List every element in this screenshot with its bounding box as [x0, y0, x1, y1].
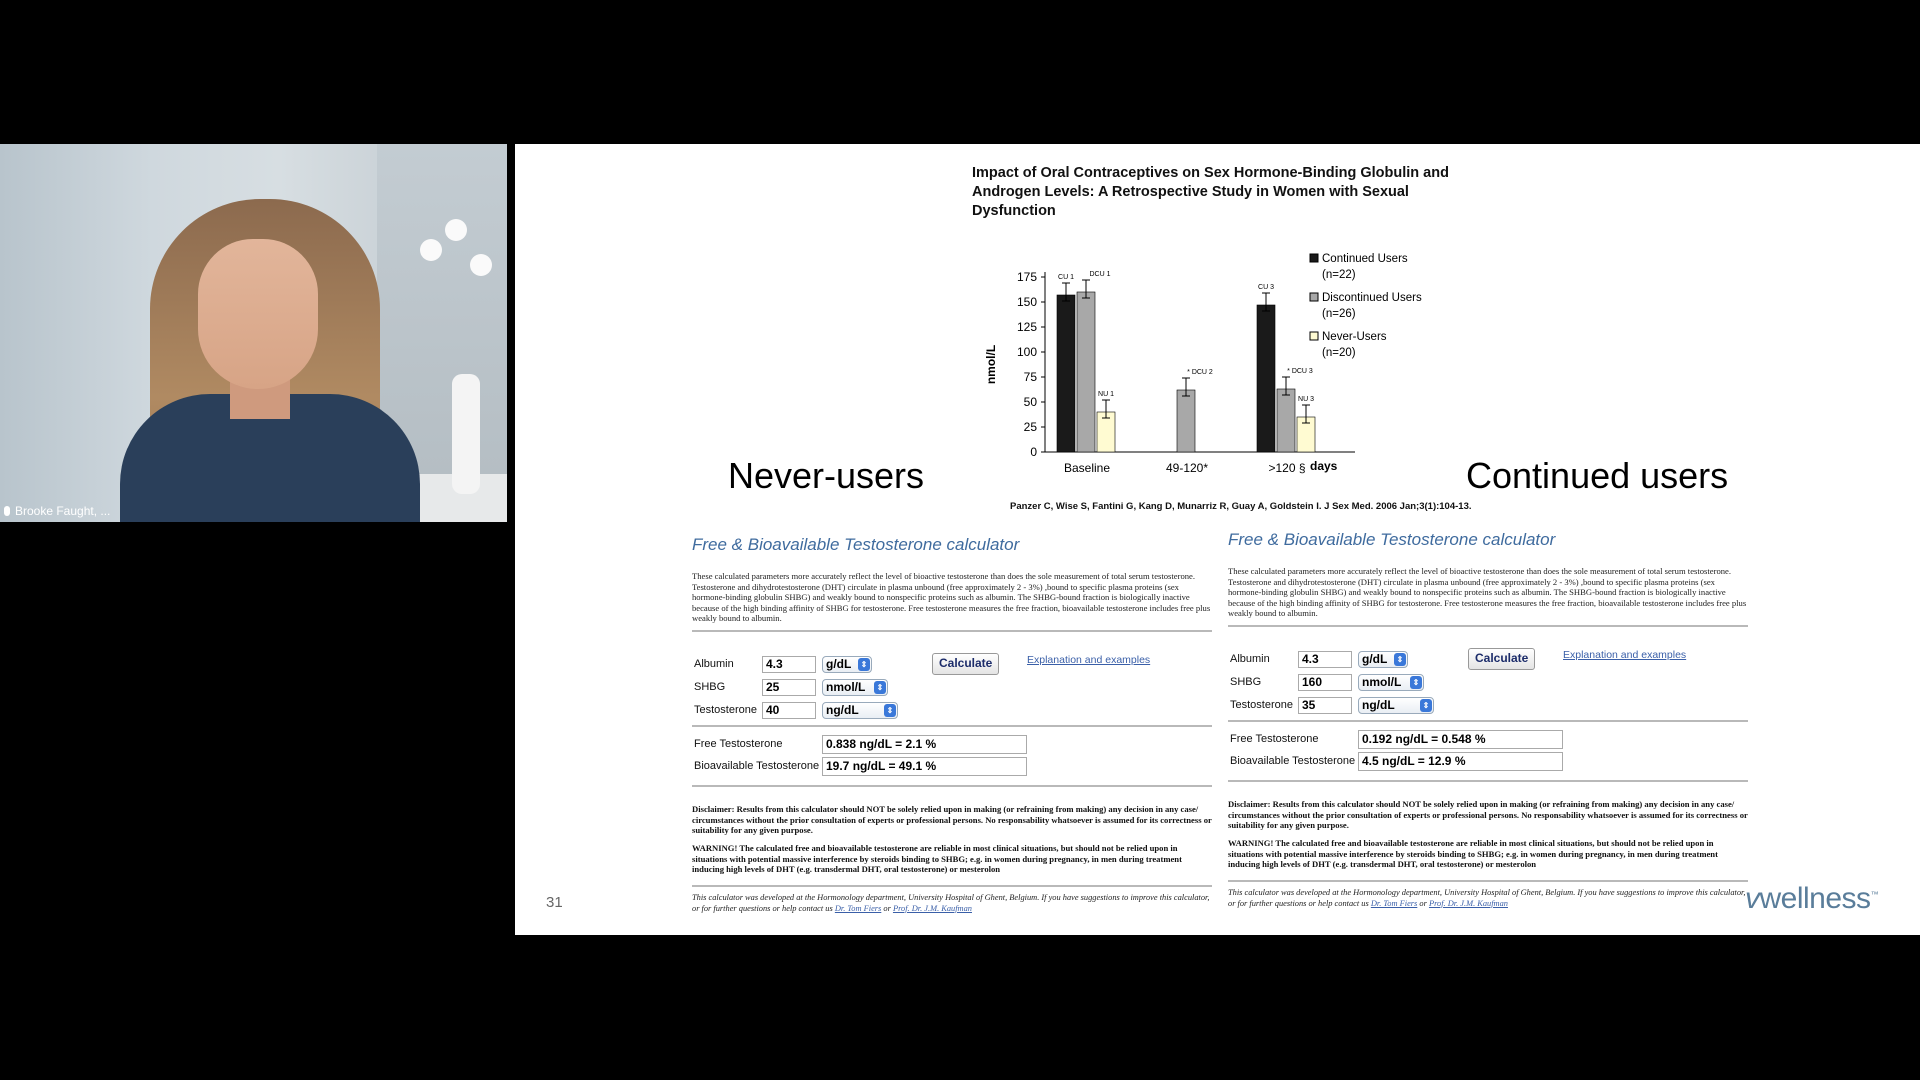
legend-sublabel: (n=26) [1322, 308, 1356, 320]
contact-link-fiers[interactable]: Dr. Tom Fiers [1370, 898, 1418, 908]
select-arrows-icon: ⇕ [858, 658, 870, 671]
x-axis-label: days [1310, 459, 1338, 473]
shared-slide [515, 144, 1920, 935]
never-users-label: Never-users [728, 455, 925, 496]
footer-or-text: or [883, 903, 891, 913]
bar [1057, 295, 1075, 452]
contact-link-fiers[interactable]: Dr. Tom Fiers [834, 903, 882, 913]
bioavailable-testosterone-label: Bioavailable Testosterone [694, 760, 820, 772]
divider [692, 725, 1212, 727]
y-tick-label: 100 [1016, 345, 1037, 359]
y-tick-label: 50 [1023, 395, 1037, 409]
albumin-unit-select[interactable] [1358, 651, 1408, 668]
bar [1177, 390, 1195, 452]
data-label: CU 3 [1258, 284, 1274, 291]
select-arrows-icon: ⇕ [884, 704, 896, 717]
shbg-unit-select[interactable] [822, 679, 888, 696]
bar-chart [975, 234, 1475, 534]
logo-text: wellness [1759, 882, 1871, 915]
free-testosterone-label: Free Testosterone [694, 738, 783, 750]
testosterone-input[interactable]: 40 [762, 702, 816, 719]
citation: Panzer C, Wise S, Fantini G, Kang D, Munarriz R, Guay A, Goldstein I. J Sex Med. 2006 Jan;3(1):104-13. [1010, 501, 1472, 512]
legend-swatch [1310, 293, 1318, 301]
data-label: * DCU 2 [1187, 369, 1213, 376]
legend-sublabel: (n=20) [1322, 347, 1356, 359]
divider [1228, 720, 1748, 722]
calculator-footer [1228, 888, 1748, 909]
albumin-input[interactable]: 4.3 [1298, 651, 1352, 668]
participant-name-bar [4, 504, 110, 518]
data-label: NU 1 [1098, 391, 1114, 398]
legend-swatch [1310, 332, 1318, 340]
y-tick-label: 0 [1030, 445, 1037, 459]
continued-users-label: Continued users [1466, 455, 1729, 496]
participant-video-tile[interactable] [0, 144, 507, 522]
disclaimer-text: Disclaimer: Results from this calculator should NOT be solely relied upon in making (or refraining from making) any decision in any case/ circumstances without the prior consultation of experts or professional persons. No responsability whatsoever is assumed for its correctness or suitability for any given purpose. [692, 804, 1212, 835]
albumin-unit-value: g/dL [1362, 651, 1388, 666]
albumin-unit-select[interactable] [822, 656, 872, 673]
divider [692, 785, 1212, 787]
page-number: 31 [546, 894, 563, 911]
calculator-footer [692, 893, 1212, 914]
bar [1257, 305, 1275, 452]
shbg-label: SHBG [694, 680, 726, 693]
free-testosterone-output[interactable]: 0.192 ng/dL = 0.548 % [1358, 730, 1563, 749]
bar [1077, 292, 1095, 452]
shbg-unit-value: nmol/L [826, 679, 866, 694]
y-tick-label: 150 [1016, 295, 1037, 309]
warning-text: WARNING! The calculated free and bioavailable testosterone are reliable in most clinical situations, but should not be relied upon in situations with potential massive interference by steroids binding to SHBG; e.g. in women during pregnancy, in men during treatment inducing high levels of DHT (e.g. transdermal DHT, oral testosterone) or mesterolon [1228, 838, 1718, 869]
participant-face [198, 239, 318, 389]
legend-label: Continued Users [1322, 253, 1408, 265]
testosterone-unit-select[interactable] [822, 702, 898, 719]
video-background-flower [470, 254, 492, 276]
explanation-link[interactable]: Explanation and examples [1027, 653, 1151, 666]
albumin-label: Albumin [1230, 652, 1270, 665]
y-tick-label: 75 [1023, 370, 1037, 384]
select-arrows-icon: ⇕ [874, 681, 886, 694]
calculate-button[interactable]: Calculate [932, 653, 999, 675]
bioavailable-testosterone-label: Bioavailable Testosterone [1230, 755, 1356, 767]
wellness-logo [1745, 882, 1878, 916]
bioavailable-testosterone-output[interactable]: 19.7 ng/dL = 49.1 % [822, 757, 1027, 776]
x-tick-label: >120 § [1268, 461, 1306, 475]
calculator-title: Free & Bioavailable Testosterone calculator [1228, 530, 1556, 549]
video-background-flower [420, 239, 442, 261]
select-arrows-icon: ⇕ [1420, 699, 1432, 712]
explanation-link[interactable]: Explanation and examples [1563, 648, 1687, 661]
contact-link-kaufman[interactable]: Prof. Dr. J.M. Kaufman [892, 903, 972, 913]
bioavailable-testosterone-output[interactable]: 4.5 ng/dL = 12.9 % [1358, 752, 1563, 771]
calculator-continued-users [1228, 530, 1748, 908]
data-label: DCU 1 [1089, 271, 1111, 278]
chart-title: Impact of Oral Contraceptives on Sex Hormone-Binding Globulin and Androgen Levels: A Retrospective Study in Women with Sexual Dysfunction [972, 165, 1449, 219]
divider [692, 885, 1212, 887]
shbg-unit-value: nmol/L [1362, 674, 1402, 689]
select-arrows-icon: ⇕ [1394, 653, 1406, 666]
legend-label: Discontinued Users [1322, 292, 1422, 304]
albumin-unit-value: g/dL [826, 656, 852, 671]
testosterone-label: Testosterone [1230, 698, 1293, 711]
data-label: * DCU 3 [1287, 368, 1313, 375]
participant-name: Brooke Faught, ... [15, 504, 111, 518]
microphone-icon [4, 506, 10, 516]
disclaimer-text: Disclaimer: Results from this calculator should NOT be solely relied upon in making (or refraining from making) any decision in any case/ circumstances without the prior consultation of experts or professional persons. No responsability whatsoever is assumed for its correctness or suitability for any given purpose. [1228, 799, 1748, 830]
video-background-flower [445, 219, 467, 241]
shbg-unit-select[interactable] [1358, 674, 1424, 691]
legend-swatch [1310, 254, 1318, 262]
footer-text: This calculator was developed at the Hormonology department, University Hospital of Ghent, Belgium. If you have suggestions to improve this calculator, or for further questions or help contact us [692, 893, 1210, 913]
contact-link-kaufman[interactable]: Prof. Dr. J.M. Kaufman [1428, 898, 1508, 908]
y-tick-label: 125 [1016, 320, 1037, 334]
calculator-never-users [692, 535, 1212, 913]
legend-label: Never-Users [1322, 331, 1387, 343]
albumin-label: Albumin [694, 657, 734, 670]
testosterone-input[interactable]: 35 [1298, 697, 1352, 714]
free-testosterone-label: Free Testosterone [1230, 733, 1319, 745]
calculator-title: Free & Bioavailable Testosterone calculator [692, 535, 1020, 554]
y-tick-label: 175 [1016, 270, 1037, 284]
testosterone-unit-select[interactable] [1358, 697, 1434, 714]
albumin-input[interactable]: 4.3 [762, 656, 816, 673]
y-tick-label: 25 [1023, 420, 1037, 434]
calculator-description: These calculated parameters more accurately reflect the level of bioactive testosterone than does the sole measurement of total serum testosterone. Testosterone and dihydrotestosterone (DHT) circulate in plasma unbound (free approximately 2 - 3%) ,bound to specific plasma proteins (sex hormone-binding globulin SHBG) and weakly bound to nonspecific proteins such as albumin. The SHBG-bound fraction is biologically inactive because of the high binding affinity of SHBG for testosterone. Free testosterone measures the free fraction, bioavailable testosterone includes free plus weakly bound to albumin. [1228, 566, 1748, 627]
calculate-button[interactable]: Calculate [1468, 648, 1535, 670]
footer-text: This calculator was developed at the Hormonology department, University Hospital of Ghent, Belgium. If you have suggestions to improve this calculator, or for further questions or help contact us [1228, 888, 1746, 908]
bar [1277, 389, 1295, 452]
legend-sublabel: (n=22) [1322, 269, 1356, 281]
select-arrows-icon: ⇕ [1410, 676, 1422, 689]
shbg-label: SHBG [1230, 675, 1262, 688]
logo-mark-icon: v [1745, 882, 1760, 915]
video-background-vase [452, 374, 480, 494]
y-axis-label: nmol/L [984, 344, 998, 385]
data-label: NU 3 [1298, 396, 1314, 403]
testosterone-unit-value: ng/dL [826, 702, 859, 717]
trademark-mark: ™ [1870, 890, 1879, 899]
shbg-input[interactable]: 25 [762, 679, 816, 696]
free-testosterone-output[interactable]: 0.838 ng/dL = 2.1 % [822, 735, 1027, 754]
x-tick-label: 49-120* [1165, 461, 1209, 475]
testosterone-label: Testosterone [694, 703, 757, 716]
divider [1228, 780, 1748, 782]
warning-text: WARNING! The calculated free and bioavailable testosterone are reliable in most clinical situations, but should not be relied upon in situations with potential massive interference by steroids binding to SHBG; e.g. in women during pregnancy, in men during treatment inducing high levels of DHT (e.g. transdermal DHT, oral testosterone) or mesterolon [692, 843, 1182, 874]
divider [1228, 880, 1748, 882]
shbg-input[interactable]: 160 [1298, 674, 1352, 691]
data-label: CU 1 [1058, 274, 1074, 281]
calculator-description: These calculated parameters more accurately reflect the level of bioactive testosterone than does the sole measurement of total serum testosterone. Testosterone and dihydrotestosterone (DHT) circulate in plasma unbound (free approximately 2 - 3%) ,bound to specific plasma proteins (sex hormone-binding globulin SHBG) and weakly bound to nonspecific proteins such as albumin. The SHBG-bound fraction is biologically inactive because of the high binding affinity of SHBG for testosterone. Free testosterone measures the free fraction, bioavailable testosterone includes free plus weakly bound to albumin. [692, 571, 1212, 632]
x-tick-label: Baseline [1063, 461, 1111, 475]
testosterone-unit-value: ng/dL [1362, 697, 1395, 712]
footer-or-text: or [1419, 898, 1427, 908]
